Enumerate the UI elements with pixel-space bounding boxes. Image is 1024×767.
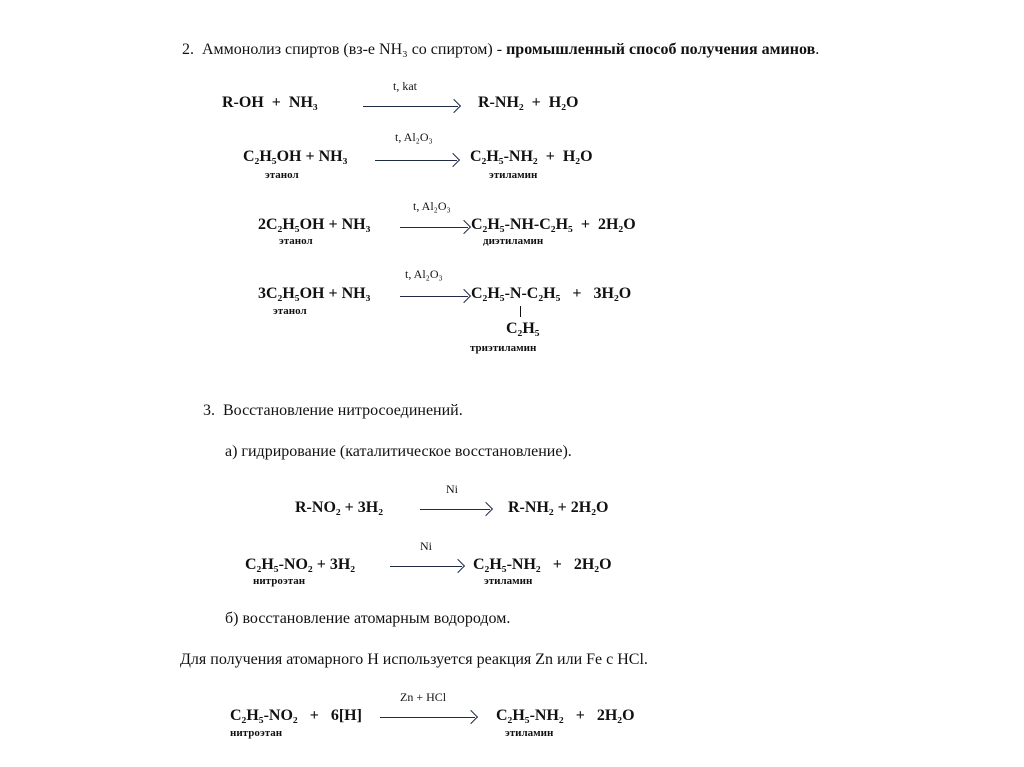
eq6-condition: Ni	[420, 539, 432, 553]
eq2-reactant-label: этанол	[265, 169, 299, 181]
eq6-products: C₂H₅-NH₂ + 2H₂O	[473, 556, 612, 573]
eq5-condition: Ni	[446, 482, 458, 496]
reaction-arrow	[390, 566, 462, 567]
heading-period: .	[815, 41, 820, 58]
subsection-b: б) восстановление атомарным водородом.	[225, 610, 511, 627]
eq7-reactant-label: нитроэтан	[230, 727, 283, 739]
heading-bold-text: промышленный способ получения аминов	[506, 41, 816, 58]
eq4-reactants: 3C₂H₅OH + NH₃	[258, 285, 371, 302]
eq7-product-label: этиламин	[505, 727, 554, 739]
eq6-reactants: C₂H₅-NO₂ + 3H₂	[245, 556, 356, 573]
eq1-products: R-NH₂ + H₂O	[478, 94, 579, 111]
heading-text: 2. Аммонолиз спиртов (вз-е NH₃ со спиртом) -	[182, 41, 507, 58]
eq1-condition: t, kat	[393, 79, 417, 93]
bond-line	[520, 306, 521, 317]
eq7-products: C₂H₅-NH₂ + 2H₂O	[496, 707, 635, 724]
eq3-reactant-label: этанол	[279, 235, 313, 247]
eq3-reactants: 2C₂H₅OH + NH₃	[258, 216, 371, 233]
eq4-reactant-label: этанол	[273, 305, 307, 317]
reaction-arrow	[400, 227, 468, 228]
subsection-a: а) гидрирование (каталитическое восстановление).	[225, 443, 572, 460]
atomic-hydrogen-note: Для получения атомарного H используется реакция Zn или Fe с HCl.	[180, 651, 648, 668]
eq4-products: C₂H₅-N-C₂H₅ + 3H₂O	[471, 285, 632, 302]
eq1-reactants: R-OH + NH₃	[222, 94, 318, 111]
eq4-condition: t, Al₂O₃	[405, 267, 443, 281]
eq4-branch: C₂H₅	[506, 320, 540, 337]
eq5-reactants: R-NO₂ + 3H₂	[295, 499, 384, 516]
eq2-reactants: C₂H₅OH + NH₃	[243, 148, 348, 165]
eq2-products: C₂H₅-NH₂ + H₂O	[470, 148, 593, 165]
eq2-product-label: этиламин	[489, 169, 538, 181]
eq2-condition: t, Al₂O₃	[395, 130, 433, 144]
eq7-condition: Zn + HCl	[400, 690, 447, 704]
reaction-arrow	[380, 717, 475, 718]
eq3-condition: t, Al₂O₃	[413, 199, 451, 213]
eq7-reactants: C₂H₅-NO₂ + 6[H]	[230, 707, 362, 724]
reaction-arrow	[375, 160, 457, 161]
eq5-products: R-NH₂ + 2H₂O	[508, 499, 609, 516]
eq4-product-label: триэтиламин	[470, 342, 537, 354]
reaction-arrow	[420, 509, 490, 510]
eq6-reactant-label: нитроэтан	[253, 575, 306, 587]
section-2-heading	[182, 42, 819, 58]
section-3-heading: 3. Восстановление нитросоединений.	[203, 402, 463, 419]
eq3-products: C₂H₅-NH-C₂H₅ + 2H₂O	[471, 216, 636, 233]
reaction-arrow	[400, 296, 468, 297]
eq3-product-label: диэтиламин	[483, 235, 544, 247]
reaction-arrow	[363, 106, 458, 107]
eq6-product-label: этиламин	[484, 575, 533, 587]
